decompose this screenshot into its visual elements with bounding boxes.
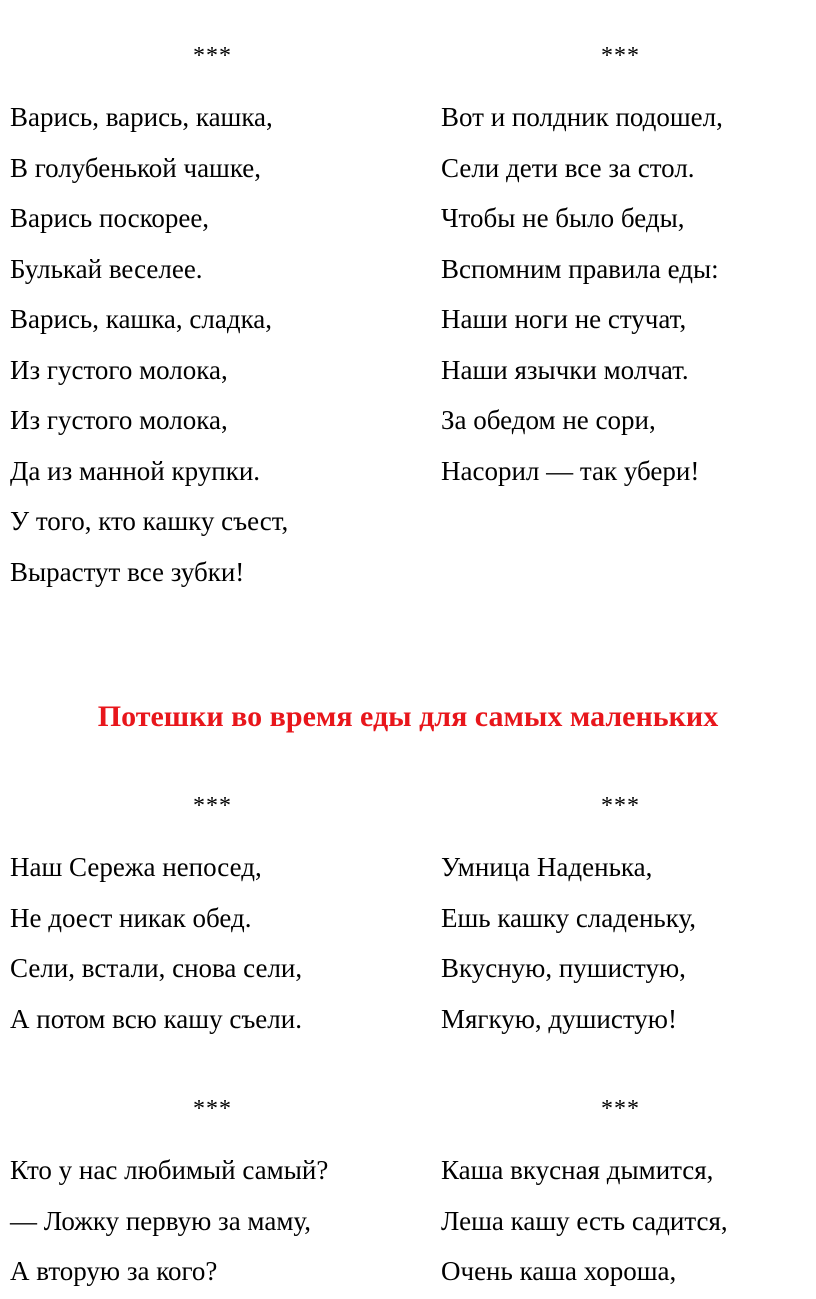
poem-line: Не доест никак обед. — [10, 902, 252, 933]
stanza-separator: *** — [193, 1096, 232, 1122]
poem-line: Каша вкусная дымится, — [441, 1155, 714, 1185]
poem-lines — [441, 1145, 728, 1297]
section-heading: Потешки во время еды для самых маленьких — [97, 700, 719, 733]
stanza-separator: *** — [193, 43, 232, 69]
poem-line: Чтобы не было беды, — [441, 203, 685, 233]
poem-line: Насорил — так убери! — [441, 455, 700, 486]
poem-line: Вспомним правила еды: — [441, 253, 719, 284]
poem-line: Варись, кашка, сладка, — [10, 304, 273, 334]
poem-line: А вторую за кого? — [10, 1256, 218, 1286]
stanza-separator: *** — [601, 43, 640, 69]
stanza-separator: *** — [193, 793, 232, 819]
poem-line: У того, кто кашку съест, — [10, 506, 289, 536]
poem-line: Из густого молока, — [10, 405, 228, 435]
poem-line: Вкусную, пушистую, — [441, 953, 686, 983]
poem-line: За обедом не сори, — [441, 405, 656, 435]
poem-line: Умница Наденька, — [441, 852, 653, 882]
poem-line: Ешь кашку сладеньку, — [441, 902, 697, 933]
poem-lines — [10, 92, 288, 597]
poem-lines — [10, 842, 302, 1044]
poem-line: Варись, варись, кашка, — [10, 102, 273, 132]
poem-line: Наш Сережа непосед, — [10, 852, 262, 882]
poem-line: Да из манной крупки. — [10, 455, 261, 486]
poem-lines — [441, 842, 696, 1044]
poem-line: Леша кашу есть садится, — [441, 1205, 728, 1236]
stanza-separator: *** — [601, 1096, 640, 1122]
poem-line: Наши ноги не стучат, — [441, 304, 687, 334]
poem-line: Очень каша хороша, — [441, 1256, 677, 1286]
poem-line: Варись поскорее, — [10, 203, 210, 233]
poem-line: Кто у нас любимый самый? — [10, 1155, 329, 1185]
poem-line: Из густого молока, — [10, 354, 228, 385]
poem-line: Наши язычки молчат. — [441, 354, 689, 385]
stanza-separator: *** — [601, 793, 640, 819]
poem-line: Булькай веселее. — [10, 253, 203, 284]
poem-line: Сели дети все за стол. — [441, 152, 695, 183]
poem-line: В голубенькой чашке, — [10, 152, 262, 183]
poem-line: — Ложку первую за маму, — [10, 1205, 311, 1236]
poem-line: Вырастут все зубки! — [10, 556, 245, 587]
poem-lines — [441, 92, 723, 496]
poem-lines — [10, 1145, 328, 1297]
poem-line: Сели, встали, снова сели, — [10, 953, 303, 983]
poem-line: Вот и полдник подошел, — [441, 102, 723, 132]
poem-line: А потом всю кашу съели. — [10, 1003, 302, 1034]
poem-line: Мягкую, душистую! — [441, 1003, 677, 1034]
